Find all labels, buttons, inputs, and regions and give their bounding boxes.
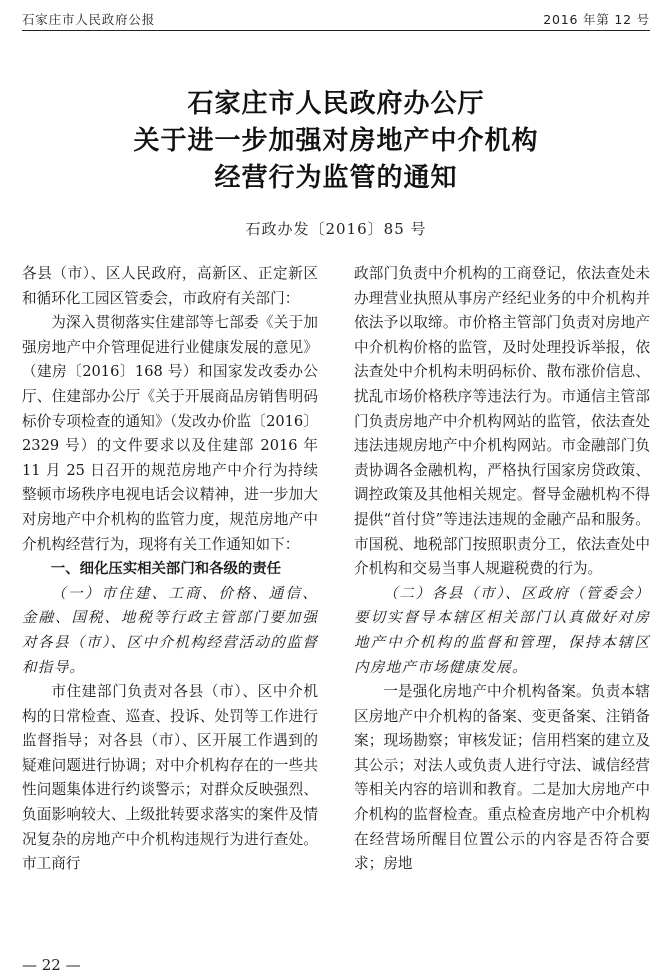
intro-paragraph: 为深入贯彻落实住建部等七部委《关于加强房地产中介管理促进行业健康发展的意见》（建房〔2016〕168 号）和国家发改委办公厅、住建部办公厅《关于开展商品房销售明码标价专项检查的通知》（发改办价监〔2016〕2329 号）的文件要求以及住建部 2016 年 11 月 25 日召开的规范房地产中介行为持续整顿市场秩序电视电话会议精神，进一步加大对房地产中介机构的监管力度，规范房地产中介机构经营行为，现将有关工作通知如下： (22, 314, 318, 553)
title-line-2: 关于进一步加强对房地产中介机构 (133, 126, 539, 156)
publication-name: 石家庄市人民政府公报 (22, 12, 156, 27)
title-line-1: 石家庄市人民政府办公厅 (187, 89, 485, 119)
left-column (22, 262, 318, 877)
right-column (354, 262, 650, 877)
document-title (0, 86, 672, 197)
departments-duties-paragraph: 政部门负责中介机构的工商登记，依法查处未办理营业执照从事房产经纪业务的中介机构并依法予以取缔。市价格主管部门负责对房地产中介机构价格的监管，及时处理投诉举报，依法查处中介机构未明码标价、散布涨价信息、扰乱市场价格秩序等违法行为。市通信主管部门负责房地产中介机构网站的监管，依法查处违法违规房地产中介机构网站。市金融部门负责协调各金融机构，严格执行国家房贷政策、调控政策及其他相关规定。督导金融机构不得提供“首付贷”等违法违规的金融产品和服务。市国税、地税部门按照职责分工，依法查处中介机构和交易当事人规避税费的行为。 (354, 265, 650, 578)
page-header (22, 8, 650, 31)
filing-supervision-paragraph: 一是强化房地产中介机构备案。负责本辖区房地产中介机构的备案、变更备案、注销备案；现场勘察；审核发证；信用档案的建立及其公示；对法人或负责人进行守法、诚信经营等相关内容的培训和教育。二是加大房地产中介机构的监督检查。重点检查房地产中介机构在经营场所醒目位置公示的内容是否符合要求；房地 (354, 683, 650, 873)
title-line-3: 经营行为监管的通知 (214, 163, 458, 193)
subsection-1-paragraph: （一）市住建、工商、价格、通信、金融、国税、地税等行政主管部门要加强对各县（市）、区中介机构经营活动的监督和指导。 (22, 584, 318, 676)
section-heading-1: 一、细化压实相关部门和各级的责任 (50, 561, 282, 578)
issue-number: 2016 年第 12 号 (543, 12, 650, 27)
subsection-2-paragraph: （二）各县（市）、区政府（管委会）要切实督导本辖区相关部门认真做好对房地产中介机构的监督和管理，保持本辖区内房地产市场健康发展。 (354, 584, 650, 676)
city-housing-duties-paragraph: 市住建部门负责对各县（市）、区中介机构的日常检查、巡查、投诉、处罚等工作进行监督指导；对各县（市）、区开展工作遇到的疑难问题进行协调；对中介机构存在的一些共性问题集体进行约谈警示；对群众反映强烈、负面影响较大、上级批转要求落实的案件及情况复杂的房地产中介机构违规行为进行查处。市工商行 (22, 683, 318, 873)
document-number: 石政办发〔2016〕85 号 (245, 220, 427, 238)
page-number: — 22 — (22, 956, 81, 974)
addressee-paragraph: 各县（市）、区人民政府，高新区、正定新区和循环化工园区管委会，市政府有关部门： (22, 265, 318, 307)
